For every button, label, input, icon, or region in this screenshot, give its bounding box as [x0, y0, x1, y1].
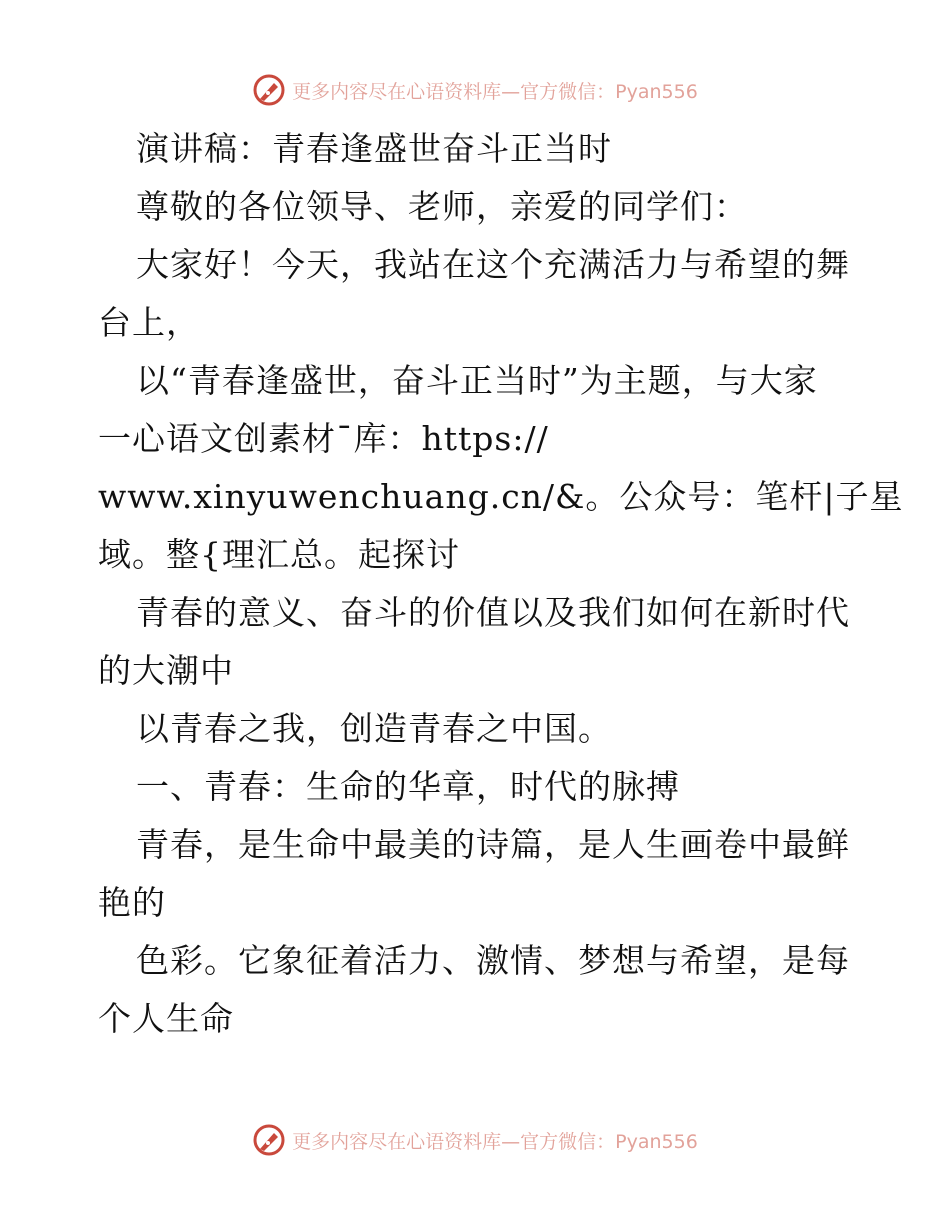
text-line: 域。整{理汇总。起探讨: [98, 535, 460, 574]
text-line: 青春的意义、奋斗的价值以及我们如何在新时代: [136, 593, 850, 632]
text-line: 青春，是生命中最美的诗篇，是人生画卷中最鲜: [136, 825, 850, 864]
document-body: [98, 120, 904, 1048]
banner-text: 更多内容尽在心语资料库—官方微信：Pyan556: [292, 1130, 698, 1153]
text-line: 艳的: [98, 883, 166, 922]
text-line: 尊敬的各位领导、老师，亲爱的同学们：: [136, 187, 748, 226]
pen-nib-logo-icon: [252, 1123, 286, 1157]
text-line: 的大潮中: [98, 651, 234, 690]
pen-nib-logo-icon: [252, 73, 286, 107]
header-banner: [0, 70, 950, 110]
text-line: 一心语文创素材¯库：https://: [98, 419, 549, 458]
text-line: 演讲稿：青春逢盛世奋斗正当时: [136, 129, 612, 168]
text-line: 一、青春：生命的华章，时代的脉搏: [136, 767, 680, 806]
footer-banner: [0, 1120, 950, 1160]
text-line: 以青春之我，创造青春之中国。: [136, 709, 612, 748]
text-line: 大家好！今天，我站在这个充满活力与希望的舞: [136, 245, 850, 284]
text-line: www.xinyuwenchuang.cn/&。公众号：笔杆|子星: [98, 477, 904, 516]
text-line: 以“青春逢盛世，奋斗正当时”为主题，与大家: [136, 361, 818, 400]
text-line: 台上，: [98, 303, 200, 342]
text-line: 个人生命: [98, 999, 234, 1038]
text-line: 色彩。它象征着活力、激情、梦想与希望，是每: [136, 941, 850, 980]
banner-text: 更多内容尽在心语资料库—官方微信：Pyan556: [292, 80, 698, 103]
